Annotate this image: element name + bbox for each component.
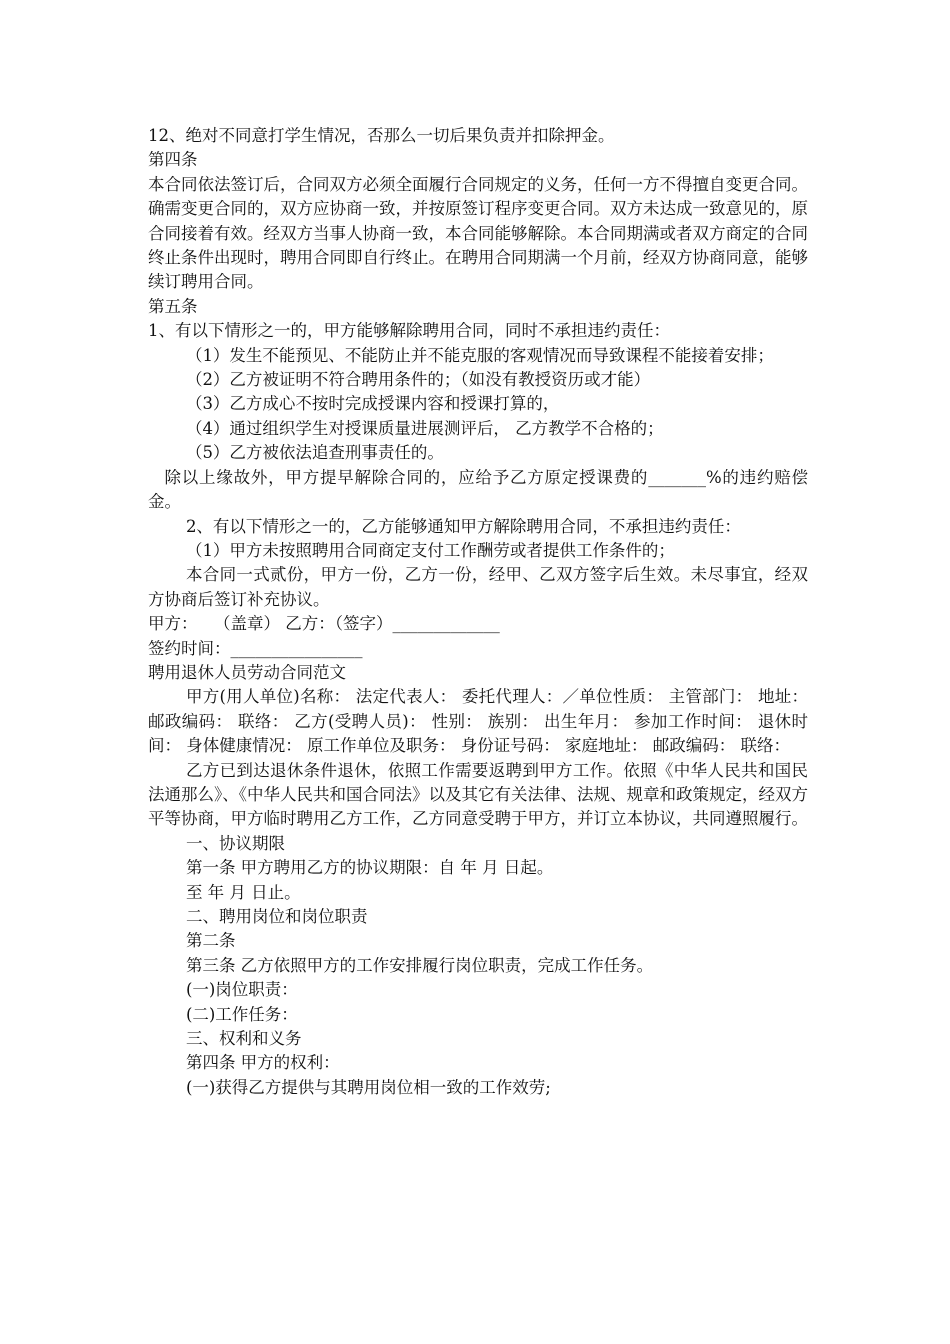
- list-item: （3）乙方成心不按时完成授课内容和授课打算的，: [185, 394, 560, 414]
- paragraph: 第二条: [185, 931, 236, 951]
- section-heading: 二、聘用岗位和岗位职责: [185, 907, 368, 926]
- section-heading: 第四条: [148, 150, 198, 170]
- list-item: (一)岗位职责：: [185, 980, 298, 1000]
- paragraph: 第四条 甲方的权利：: [185, 1053, 340, 1073]
- list-item: （1）发生不能预见、不能防止并不能克服的客观情况而导致课程不能接着安排；: [185, 345, 774, 365]
- paragraph: 2、有以下情形之一的，乙方能够通知甲方解除聘用合同，不承担违约责任：: [185, 516, 741, 536]
- paragraph: 除以上缘故外，甲方提早解除合同的，应给予乙方原定授课费的_______%的违约赔偿金。: [148, 467, 808, 512]
- paragraph: 至 年 月 日止。: [185, 882, 301, 902]
- section-heading: 一、协议期限: [185, 833, 285, 853]
- paragraph: 甲方(用人单位)名称： 法定代表人： 委托代理人：／单位性质： 主管部门： 地址： 邮政编码： 联络： 乙方(受聘人员)： 性别： 族别： 出生年月： 参加工作时间： 退休时间： 身体健康情况： 原工作单位及职务： 身份证号码： 家庭地址： 邮政编码： 联络：: [148, 687, 808, 756]
- paragraph: 1、有以下情形之一的，甲方能够解除聘用合同，同时不承担违约责任：: [148, 321, 670, 341]
- paragraph: 第一条 甲方聘用乙方的协议期限：自 年 月 日起。: [185, 858, 554, 878]
- document-page: [148, 124, 808, 1100]
- section-heading: 三、权利和义务: [185, 1029, 302, 1049]
- document-title: 聘用退休人员劳动合同范文: [148, 662, 346, 682]
- paragraph: 本合同一式贰份，甲方一份，乙方一份，经甲、乙双方签字后生效。未尽事宜，经双方协商后签订补充协议。: [148, 565, 808, 609]
- paragraph: 乙方已到达退休条件退休，依照工作需要返聘到甲方工作。依照《中华人民共和国民法通那么》、《中华人民共和国合同法》以及其它有关法律、法规、规章和政策规定，经双方平等协商，甲方临时聘用乙方工作，乙方同意受聘于甲方，并订立本协议，共同遵照履行。: [148, 760, 808, 829]
- list-item: （4）通过组织学生对授课质量进展测评后， 乙方教学不合格的；: [185, 418, 664, 438]
- list-item: （2）乙方被证明不符合聘用条件的；（如没有教授资历或才能）: [185, 370, 651, 390]
- list-item: （5）乙方被依法追查刑事责任的。: [185, 443, 444, 463]
- paragraph: 第三条 乙方依照甲方的工作安排履行岗位职责，完成工作任务。: [185, 955, 654, 975]
- paragraph: 12、绝对不同意打学生情况，否那么一切后果负责并扣除押金。: [148, 126, 615, 145]
- list-item: (二)工作任务：: [185, 1004, 298, 1024]
- list-item: (一)获得乙方提供与其聘用岗位相一致的工作效劳;: [185, 1077, 551, 1097]
- list-item: （1）甲方未按照聘用合同商定支付工作酬劳或者提供工作条件的；: [185, 540, 675, 560]
- date-line: 签约时间：________________: [148, 638, 363, 658]
- paragraph: 本合同依法签订后，合同双方必须全面履行合同规定的义务，任何一方不得擅自变更合同。确需变更合同的，双方应协商一致，并按原签订程序变更合同。双方未达成一致意见的，原合同接着有效。经双方当事人协商一致，本合同能够解除。本合同期满或者双方商定的合同终止条件出现时，聘用合同即自行终止。在聘用合同期满一个月前，经双方协商同意，能够续订聘用合同。: [148, 174, 808, 292]
- section-heading: 第五条: [148, 296, 198, 316]
- signature-line: 甲方： （盖章） 乙方：（签字）_____________: [148, 614, 500, 634]
